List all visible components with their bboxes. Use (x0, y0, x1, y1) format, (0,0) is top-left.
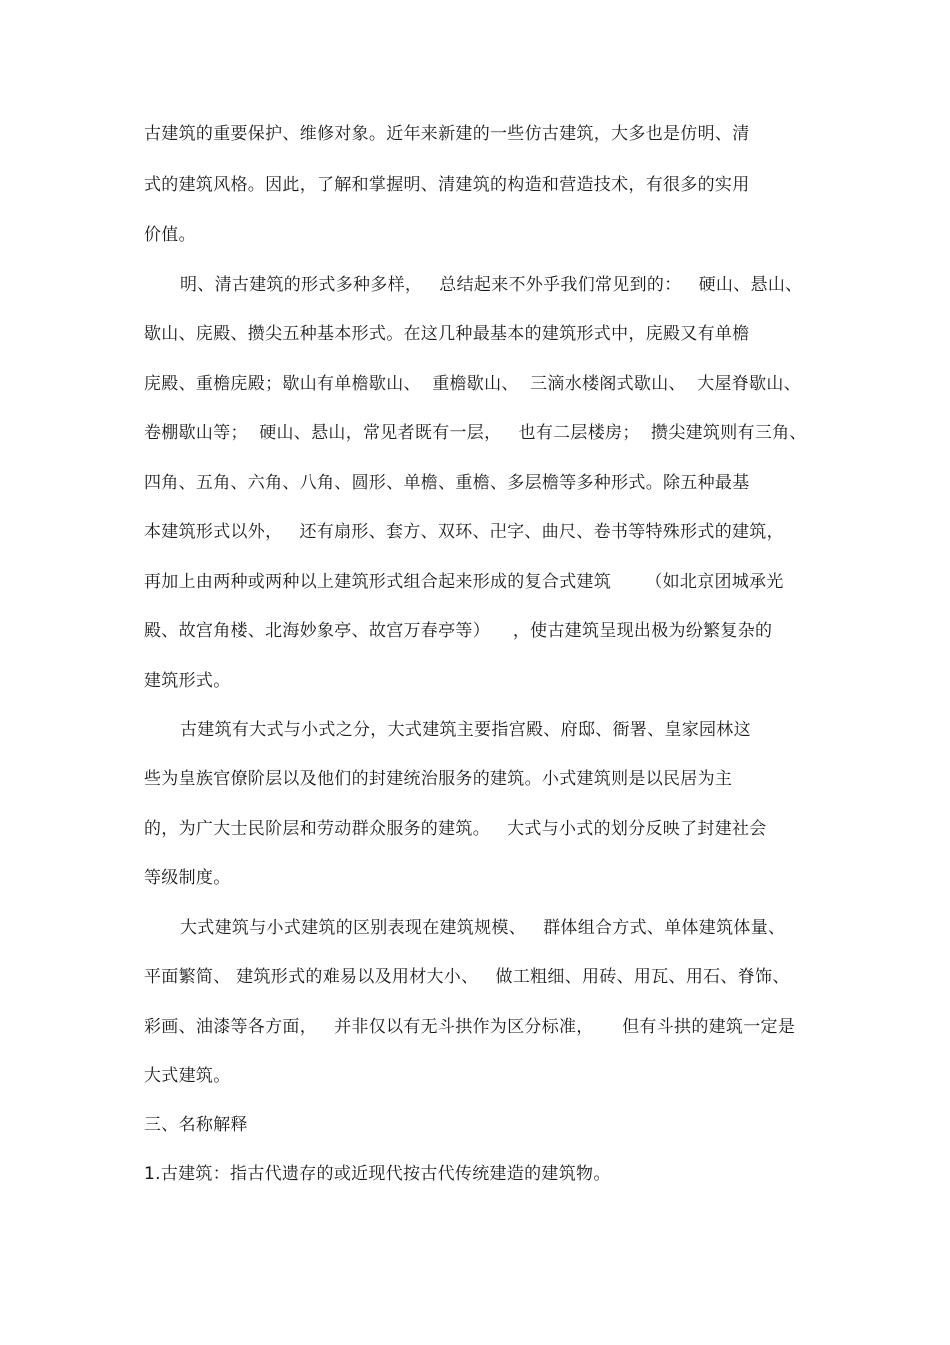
paragraph-2-line-5: 四角、五角、六角、八角、圆形、单檐、重檐、多层檐等多种形式。除五种最基 (144, 473, 750, 493)
paragraph-2-line-4: 卷棚歇山等； 硬山、悬山，常见者既有一层， 也有二层楼房； 攒尖建筑则有三角、 (144, 423, 807, 443)
paragraph-3-line-3: 的，为广大士民阶层和劳动群众服务的建筑。 大式与小式的划分反映了封建社会 (144, 819, 767, 839)
paragraph-2-line-7: 再加上由两种或两种以上建筑形式组合起来形成的复合式建筑 （如北京团城承光 (144, 572, 784, 592)
paragraph-3-line-2: 些为皇族官僚阶层以及他们的封建统治服务的建筑。小式建筑则是以民居为主 (144, 769, 733, 789)
paragraph-2-line-9: 建筑形式。 (144, 671, 231, 691)
paragraph-4-line-3: 彩画、油漆等各方面， 并非仅以有无斗拱作为区分标准， 但有斗拱的建筑一定是 (144, 1017, 796, 1037)
paragraph-3-line-1: 古建筑有大式与小式之分，大式建筑主要指宫殿、府邸、衙署、皇家园林这 (180, 720, 751, 740)
paragraph-2-line-2: 歇山、庑殿、攒尖五种基本形式。在这几种最基本的建筑形式中，庑殿又有单檐 (144, 324, 750, 344)
paragraph-1-line-3: 价值。 (144, 225, 196, 245)
paragraph-3-line-4: 等级制度。 (144, 868, 231, 888)
paragraph-4-line-2: 平面繁简、 建筑形式的难易以及用材大小、 做工粗细、用砖、用瓦、用石、脊饰、 (144, 967, 790, 987)
paragraph-1-line-2: 式的建筑风格。因此，了解和掌握明、清建筑的构造和营造技术，有很多的实用 (144, 175, 750, 195)
paragraph-4-line-4: 大式建筑。 (144, 1066, 231, 1086)
paragraph-2-line-1: 明、清古建筑的形式多种多样， 总结起来不外乎我们常见到的： 硬山、悬山、 (180, 275, 803, 295)
paragraph-1-line-1: 古建筑的重要保护、维修对象。近年来新建的一些仿古建筑，大多也是仿明、清 (144, 124, 750, 144)
paragraph-4-line-1: 大式建筑与小式建筑的区别表现在建筑规模、 群体组合方式、单体建筑体量、 (180, 918, 786, 938)
paragraph-2-line-8: 殿、故宫角楼、北海妙象亭、故宫万春亭等） ，使古建筑呈现出极为纷繁复杂的 (144, 621, 773, 641)
definition-item-1: 1.古建筑：指古代遗存的或近现代按古代传统建造的建筑物。 (144, 1164, 611, 1184)
paragraph-2-line-3: 庑殿、重檐庑殿；歇山有单檐歇山、 重檐歇山、 三滴水楼阁式歇山、 大屋脊歇山、 (144, 374, 802, 394)
section-heading: 三、名称解释 (144, 1115, 248, 1135)
paragraph-2-line-6: 本建筑形式以外， 还有扇形、套方、双环、卍字、曲尺、卷书等特殊形式的建筑， (144, 522, 784, 542)
